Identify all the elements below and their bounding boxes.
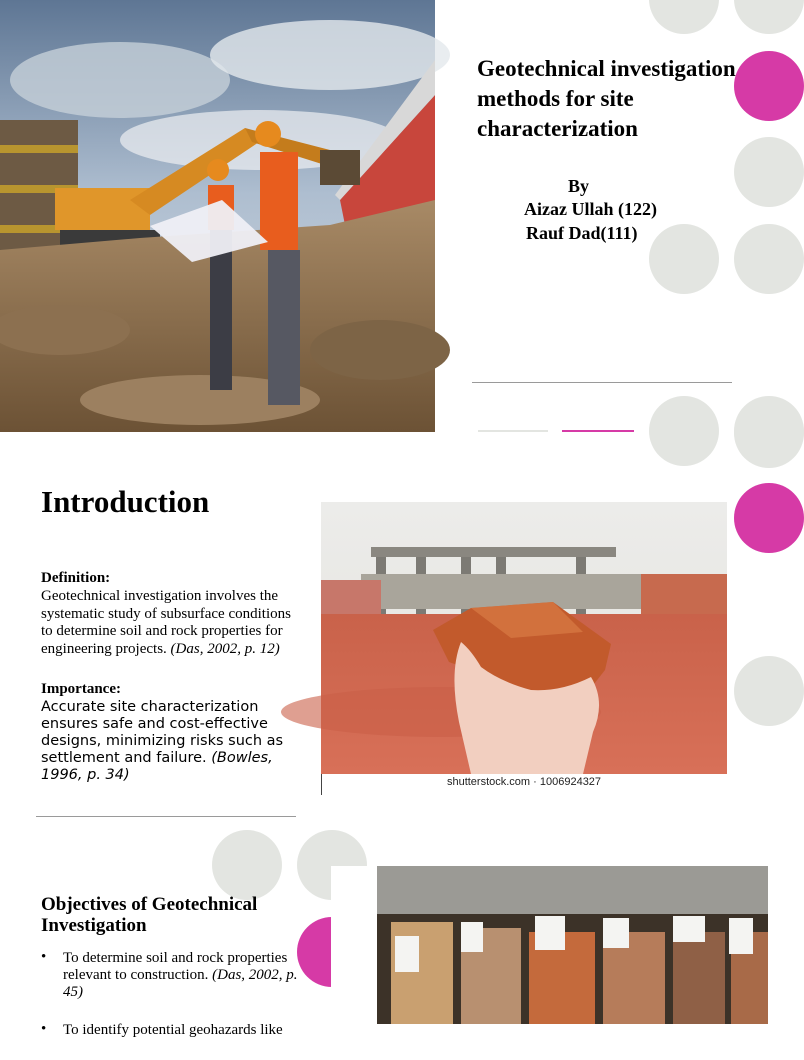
importance-text [41, 699, 291, 784]
objectives-slide [0, 866, 768, 1038]
decor-circle [734, 396, 804, 466]
objective-citation: (Das, 2002, p. 45) [63, 967, 298, 1000]
definition-text [41, 588, 291, 658]
decor-circle [212, 830, 282, 900]
decor-circle [649, 396, 719, 466]
photo-caption: shutterstock.com · 1006924327 [446, 776, 602, 788]
author-name: Aizaz Ullah (122) [524, 199, 657, 219]
decor-circle [734, 0, 804, 34]
decor-circle [649, 224, 719, 294]
decor-circle-accent [734, 483, 804, 553]
slide-title: Objectives of Geotechnical Investigation [41, 894, 258, 936]
objectives-list [41, 950, 303, 1060]
soil-sample-photo [321, 502, 727, 774]
decor-circle [734, 656, 804, 726]
divider-line [36, 816, 296, 817]
importance-body: Accurate site characterization ensures safe and cost-effective designs, minimizing risks such as settlement and failure. [41, 699, 284, 766]
divider-line [472, 382, 732, 383]
objective-text: To determine soil and rock properties relevant to construction. [63, 950, 288, 983]
definition-heading: Definition: [41, 570, 111, 586]
author-name: Rauf Dad(111) [526, 223, 638, 243]
objective-text: To identify potential geohazards like [63, 1022, 283, 1038]
title-slide [0, 0, 768, 432]
decor-circle [734, 224, 804, 294]
construction-workers-photo [0, 0, 435, 432]
importance-citation: (Bowles, 1996, p. 34) [41, 750, 273, 783]
definition-body: Geotechnical investigation involves the systematic study of subsurface conditions to determine soil and rock properties for engineering projects. [41, 588, 291, 657]
slide-clip [331, 866, 377, 1024]
introduction-slide [0, 432, 768, 866]
importance-heading: Importance: [41, 681, 121, 697]
core-samples-photo [377, 866, 768, 1024]
decor-circle [734, 137, 804, 207]
list-item [41, 1022, 303, 1039]
by-label: By [568, 176, 590, 196]
slide-title: Introduction [41, 484, 210, 519]
list-item [41, 950, 303, 1001]
definition-citation: (Das, 2002, p. 12) [170, 640, 280, 657]
presentation-title: Geotechnical investigation methods for site characterization [477, 56, 736, 141]
decor-circle [649, 0, 719, 34]
